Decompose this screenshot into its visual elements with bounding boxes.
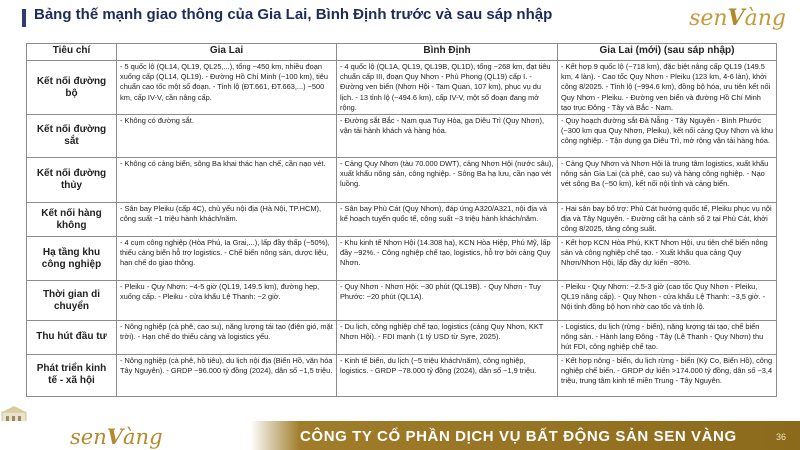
company-name: CÔNG TY CỔ PHẦN DỊCH VỤ BẤT ĐỘNG SẢN SEN VÀNG [300,428,737,445]
title-bar [0,0,800,36]
row-criterion: Kết nối đường sắt [27,115,117,158]
row-criterion: Kết nối đường thủy [27,158,117,203]
cell-binh-dinh: - Cảng Quy Nhơn (tàu 70.000 DWT), cảng Nhơn Hội (nước sâu), xuất khẩu nông sản, công nghiệp. - Sông Ba hạ lưu, cần nạo vét luồng. [337,158,558,203]
table-row [27,115,777,158]
cell-binh-dinh: - Đường sắt Bắc - Nam qua Tuy Hòa, ga Diêu Trì (Quy Nhơn), vận tải hành khách và hàng hóa. [337,115,558,158]
cell-gia-lai: - Sân bay Pleiku (cấp 4C), chủ yếu nội địa (Hà Nội, TP.HCM), công suất ~1 triệu hành khách/năm. [117,203,337,237]
header-binh-dinh: Bình Định [337,44,558,61]
logo-wordmark: senVàng [689,5,786,31]
header-gia-lai: Gia Lai [117,44,337,61]
cell-gia-lai-moi: - Logistics, du lịch (rừng - biển), năng lượng tái tạo, chế biến nông sản. - Hành lang Đông - Tây (Lệ Thanh - Quy Nhơn) thu hút FDI, công nghiệp chế tạo. [558,321,777,355]
cell-gia-lai-moi: - Quy hoạch đường sắt Đà Nẵng - Tây Nguyên - Bình Phước (~300 km qua Quy Nhơn, Pleiku), kết nối cảng Quy Nhơn và khu công nghiệp. - Tận dụng ga Diêu Trì, mở rộng vận tải hàng hóa. [558,115,777,158]
title-accent-bar [22,9,26,27]
header-gia-lai-moi: Gia Lai (mới) (sau sáp nhập) [558,44,777,61]
cell-gia-lai-moi: - Hai sân bay bổ trợ: Phù Cát hướng quốc tế, Pleiku phục vụ nội địa và Tây Nguyên. - Đường cất hạ cánh số 2 tại Phù Cát, khởi công 8/2025, tăng công suất. [558,203,777,237]
cell-gia-lai: - Nông nghiệp (cà phê, cao su), năng lượng tái tạo (điện gió, mặt trời). - Hạn chế do thiếu cảng và logistics yếu. [117,321,337,355]
cell-gia-lai-moi: - Kết hợp 9 quốc lộ (~718 km), đặc biệt nâng cấp QL19 (149.5 km, 4 làn). - Cao tốc Quy Nhơn - Pleiku (123 km, 4-6 làn), khởi công 8/2025. - Tỉnh lộ (~994.6 km), đồng bộ hóa, ưu tiên kết nối Quy Nhơn - Pleiku. - Đường ven biển và đường Hồ Chí Minh tạo trục Đông - Tây và Bắc - Nam. [558,61,777,115]
table-row [27,61,777,115]
cell-binh-dinh: - Quy Nhơn - Nhơn Hội: ~30 phút (QL19B). - Quy Nhơn - Tuy Phước: ~20 phút (QL1A). [337,281,558,321]
cell-gia-lai: - 4 cụm công nghiệp (Hòa Phú, Ia Grai,...), lấp đầy thấp (~50%), thiếu cảng biển hỗ trợ logistics. - Chế biến nông sản, dược liệu, hạn chế do giao thông. [117,237,337,281]
cell-binh-dinh: - Sân bay Phù Cát (Quy Nhơn), đáp ứng A320/A321, nội địa và kế hoạch tuyến quốc tế, công suất ~3 triệu hành khách/năm. [337,203,558,237]
cell-binh-dinh: - 4 quốc lộ (QL1A, QL19, QL19B, QL1D), tổng ~268 km, đạt tiêu chuẩn cấp III, đoạn Quy Nhơn - Phù Phong (QL19) cấp I. - Đường ven biển (Nhơn Hội - Tam Quan, 107 km), phục vụ du lịch. - 13 tỉnh lộ (~494.6 km), cấp IV-V, một số đoạn đang mở rộng. [337,61,558,115]
table-row [27,203,777,237]
cell-gia-lai: - Không có cảng biển, sông Ba khai thác hạn chế, cần nạo vét. [117,158,337,203]
cell-gia-lai: - Không có đường sắt. [117,115,337,158]
table-row [27,237,777,281]
page-title: Bảng thế mạnh giao thông của Gia Lai, Bình Định trước và sau sáp nhập [34,6,553,23]
cell-gia-lai-moi: - Pleiku - Quy Nhơn: ~2.5-3 giờ (cao tốc Quy Nhơn - Pleiku, QL19 nâng cấp). - Quy Nhơn - cửa khẩu Lệ Thanh: ~3,5 giờ. - Nội tỉnh đồng bộ hơn nhờ cao tốc và tỉnh lộ. [558,281,777,321]
row-criterion: Kết nối đường bộ [27,61,117,115]
cell-gia-lai: - Nông nghiệp (cà phê, hồ tiêu), du lịch nội địa (Biển Hồ, văn hóa Tây Nguyên). - GRDP ~96.000 tỷ đồng (2024), dân số ~1,5 triệu. [117,354,337,396]
row-criterion: Kết nối hàng không [27,203,117,237]
footer-logo: senVàng [70,424,163,449]
table-header-row [27,44,777,61]
row-criterion: Hạ tầng khu công nghiệp [27,237,117,281]
cell-binh-dinh: - Du lịch, công nghiệp chế tạo, logistics (cảng Quy Nhơn, KKT Nhơn Hội). - FDI mạnh (1 tỷ USD từ Syre, 2025). [337,321,558,355]
cell-gia-lai: - Pleiku - Quy Nhơn: ~4-5 giờ (QL19, 149.5 km), đường hẹp, xuống cấp. - Pleiku - cửa khẩu Lệ Thanh: ~2 giờ. [117,281,337,321]
row-criterion: Phát triển kinh tế - xã hội [27,354,117,396]
cell-gia-lai-moi: - Kết hợp nông - biển, du lịch rừng - biển (Kỳ Co, Biển Hồ), công nghiệp chế biến. - GRDP dự kiến >174.000 tỷ đồng, dân số ~3,4 triệu, trung tâm kinh tế miền Trung - Tây Nguyên. [558,354,777,396]
cell-binh-dinh: - Khu kinh tế Nhơn Hội (14.308 ha), KCN Hòa Hiệp, Phú Mỹ, lấp đầy ~92%. - Công nghiệp chế tạo, logistics, hỗ trợ bởi cảng Quy Nhơn. [337,237,558,281]
row-criterion: Thu hút đầu tư [27,321,117,355]
table-row [27,281,777,321]
table-row [27,158,777,203]
comparison-table [26,43,777,397]
row-criterion: Thời gian di chuyển [27,281,117,321]
cell-gia-lai-moi: - Cảng Quy Nhơn và Nhơn Hội là trung tâm logistics, xuất khẩu nông sản Gia Lai (cà phê, cao su) và hàng công nghiệp. - Nạo vét sông Ba (~50 km), kết nối nội tỉnh và cảng biển. [558,158,777,203]
cell-binh-dinh: - Kinh tế biển, du lịch (~5 triệu khách/năm), công nghiệp, logistics. - GRDP ~78.000 tỷ đồng (2024), dân số ~1,9 triệu. [337,354,558,396]
brand-logo-top [689,2,786,34]
page-number: 36 [776,432,787,442]
table-row [27,354,777,396]
cell-gia-lai: - 5 quốc lộ (QL14, QL19, QL25,...), tổng ~450 km, nhiều đoạn xuống cấp (QL14, QL19). - Đường Hồ Chí Minh (~100 km), tiêu chuẩn cao tốc một số đoạn. - Tỉnh lộ (ĐT.661, ĐT.663,...) ~500 km, cấp IV-V, cần nâng cấp. [117,61,337,115]
table-row [27,321,777,355]
cell-gia-lai-moi: - Kết hợp KCN Hòa Phú, KKT Nhơn Hội, ưu tiên chế biến nông sản và công nghiệp chế tạo. - Xuất khẩu qua cảng Quy Nhơn/Nhơn Hội, lấp đầy dự kiến ~80%. [558,237,777,281]
header-criterion: Tiêu chí [27,44,117,61]
